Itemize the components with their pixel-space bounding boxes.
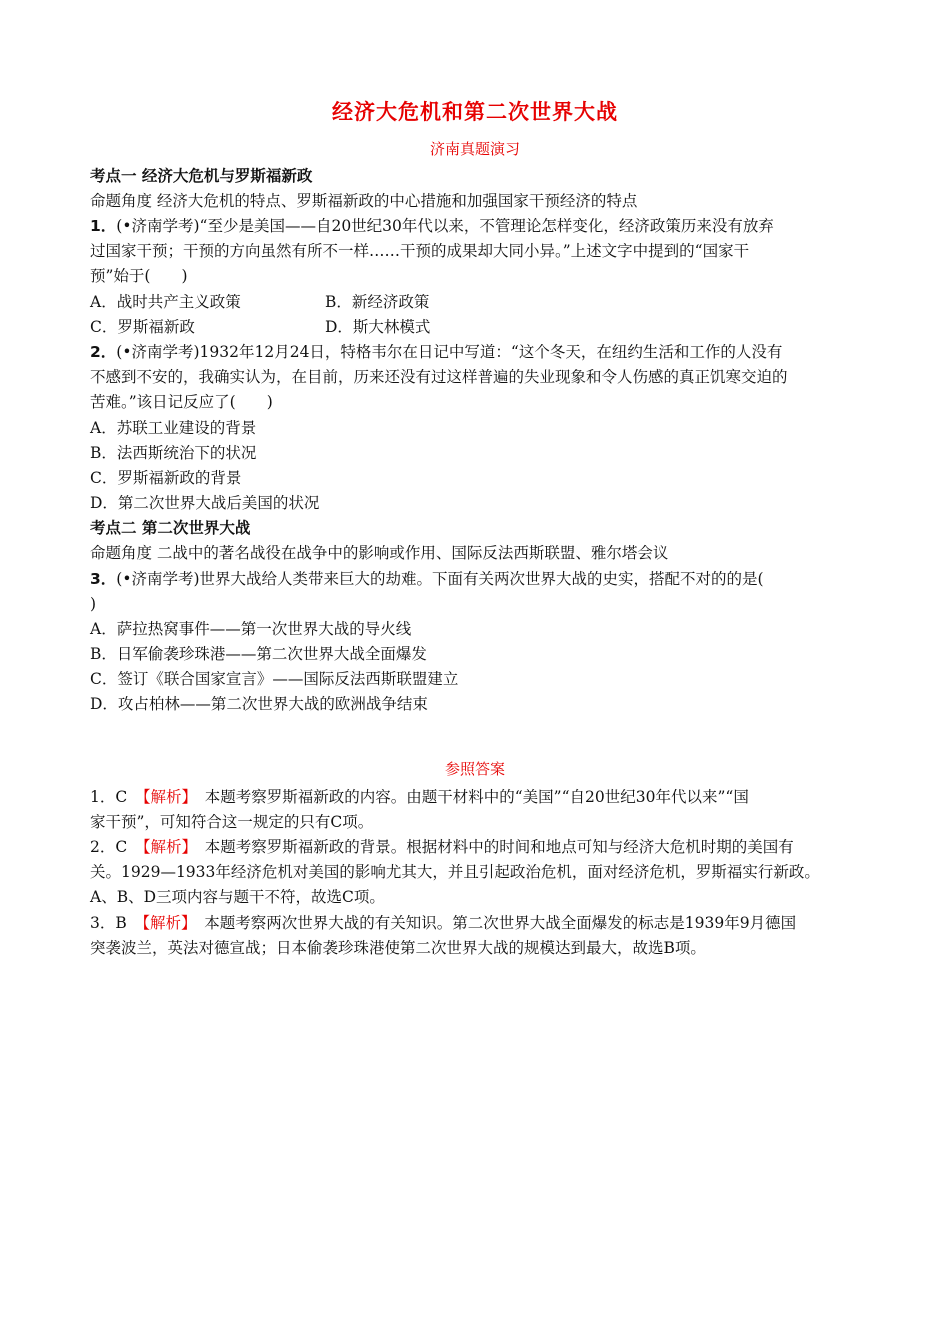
answer3-line2: 突袭波兰，英法对德宣战；日本偷袭珍珠港使第二次世界大战的规模达到最大，故选B项。 bbox=[90, 939, 706, 957]
answer2-line3: A、B、D三项内容与题干不符，故选C项。 bbox=[90, 888, 385, 906]
q3-option-a: A．萨拉热窝事件——第一次世界大战的导火线 bbox=[90, 620, 412, 638]
q2-line1 bbox=[90, 342, 782, 362]
answer2-analysis-tag: 【解析】 bbox=[142, 838, 190, 856]
q3-line1 bbox=[90, 569, 764, 589]
q2-option-c: C．罗斯福新政的背景 bbox=[90, 469, 242, 487]
answer1-line1 bbox=[90, 787, 749, 807]
q3-option-c: C．签订《联合国家宣言》——国际反法西斯联盟建立 bbox=[90, 670, 459, 688]
q1-line1 bbox=[90, 216, 774, 236]
q3-line2: ) bbox=[90, 595, 97, 613]
page-title: 经济大危机和第二次世界大战 bbox=[332, 100, 618, 124]
answer1-text-line1: 本题考察罗斯福新政的内容。由题干材料中的“美国”“自20世纪30年代以来”“国 bbox=[189, 788, 749, 806]
q2-option-b: B．法西斯统治下的状况 bbox=[90, 444, 257, 462]
answer3-text-line1: 本题考察两次世界大战的有关知识。第二次世界大战全面爆发的标志是1939年9月德国 bbox=[188, 914, 797, 932]
q1-option-b: B．新经济政策 bbox=[325, 293, 430, 311]
q3-number: 3． bbox=[90, 570, 117, 588]
answer2-line2: 关。1929—1933年经济危机对美国的影响尤其大，并且引起政治危机，面对经济危机，罗斯福实行新政。 bbox=[90, 863, 820, 881]
section2-heading: 考点二 第二次世界大战 bbox=[90, 519, 251, 537]
page-subtitle: 济南真题演习 bbox=[429, 140, 520, 158]
q3-option-d: D．攻占柏林——第二次世界大战的欧洲战争结束 bbox=[90, 695, 428, 713]
q3-text-line1: (•济南学考)世界大战给人类带来巨大的劫难。下面有关两次世界大战的史实，搭配不对的的是( bbox=[116, 570, 764, 588]
q1-options-row2 bbox=[90, 317, 850, 337]
answer3-prefix: 3．B bbox=[90, 914, 143, 932]
q2-option-d: D．第二次世界大战后美国的状况 bbox=[90, 494, 320, 512]
q1-number: 1． bbox=[90, 217, 117, 235]
answer1-line2: 家干预”，可知符合这一规定的只有C项。 bbox=[90, 813, 374, 831]
section2-scope: 命题角度 二战中的著名战役在战争中的影响或作用、国际反法西斯联盟、雅尔塔会议 bbox=[90, 544, 669, 562]
answers-heading: 参照答案 bbox=[444, 760, 505, 778]
q1-line3: 预”始于( ) bbox=[90, 267, 188, 285]
answer2-line1 bbox=[90, 837, 794, 857]
q1-option-d: D．斯大林模式 bbox=[325, 318, 431, 336]
answer2-prefix: 2．C bbox=[90, 838, 143, 856]
q2-option-a: A．苏联工业建设的背景 bbox=[90, 419, 257, 437]
q2-line2: 不感到不安的，我确实认为，在目前，历来还没有过这样普遍的失业现象和令人伤感的真正饥寒交迫的 bbox=[90, 368, 788, 386]
answer3-analysis-tag: 【解析】 bbox=[142, 914, 189, 932]
q1-option-c: C．罗斯福新政 bbox=[90, 318, 195, 336]
q2-text-line1: (•济南学考)1932年12月24日，特格韦尔在日记中写道：“这个冬天，在纽约生活和工作的人没有 bbox=[116, 343, 783, 361]
q1-text-line1: (•济南学考)“至少是美国——自20世纪30年代以来，不管理论怎样变化，经济政策历来没有放弃 bbox=[116, 217, 774, 235]
answer1-prefix: 1．C bbox=[90, 788, 143, 806]
q1-options-row1 bbox=[90, 292, 850, 312]
q2-number: 2． bbox=[90, 343, 117, 361]
answer2-text-line1: 本题考察罗斯福新政的背景。根据材料中的时间和地点可知与经济大危机时期的美国有 bbox=[189, 838, 794, 856]
section1-scope: 命题角度 经济大危机的特点、罗斯福新政的中心措施和加强国家干预经济的特点 bbox=[90, 192, 638, 210]
q2-line3: 苦难。”该日记反应了( ) bbox=[90, 393, 273, 411]
section1-heading: 考点一 经济大危机与罗斯福新政 bbox=[90, 167, 313, 185]
q3-option-b: B．日军偷袭珍珠港——第二次世界大战全面爆发 bbox=[90, 645, 427, 663]
answer1-analysis-tag: 【解析】 bbox=[142, 788, 190, 806]
answer3-line1 bbox=[90, 913, 796, 933]
q1-line2: 过国家干预；干预的方向虽然有所不一样……干预的成果却大同小异。”上述文字中提到的“国家干 bbox=[90, 242, 750, 260]
q1-option-a: A．战时共产主义政策 bbox=[90, 293, 241, 311]
